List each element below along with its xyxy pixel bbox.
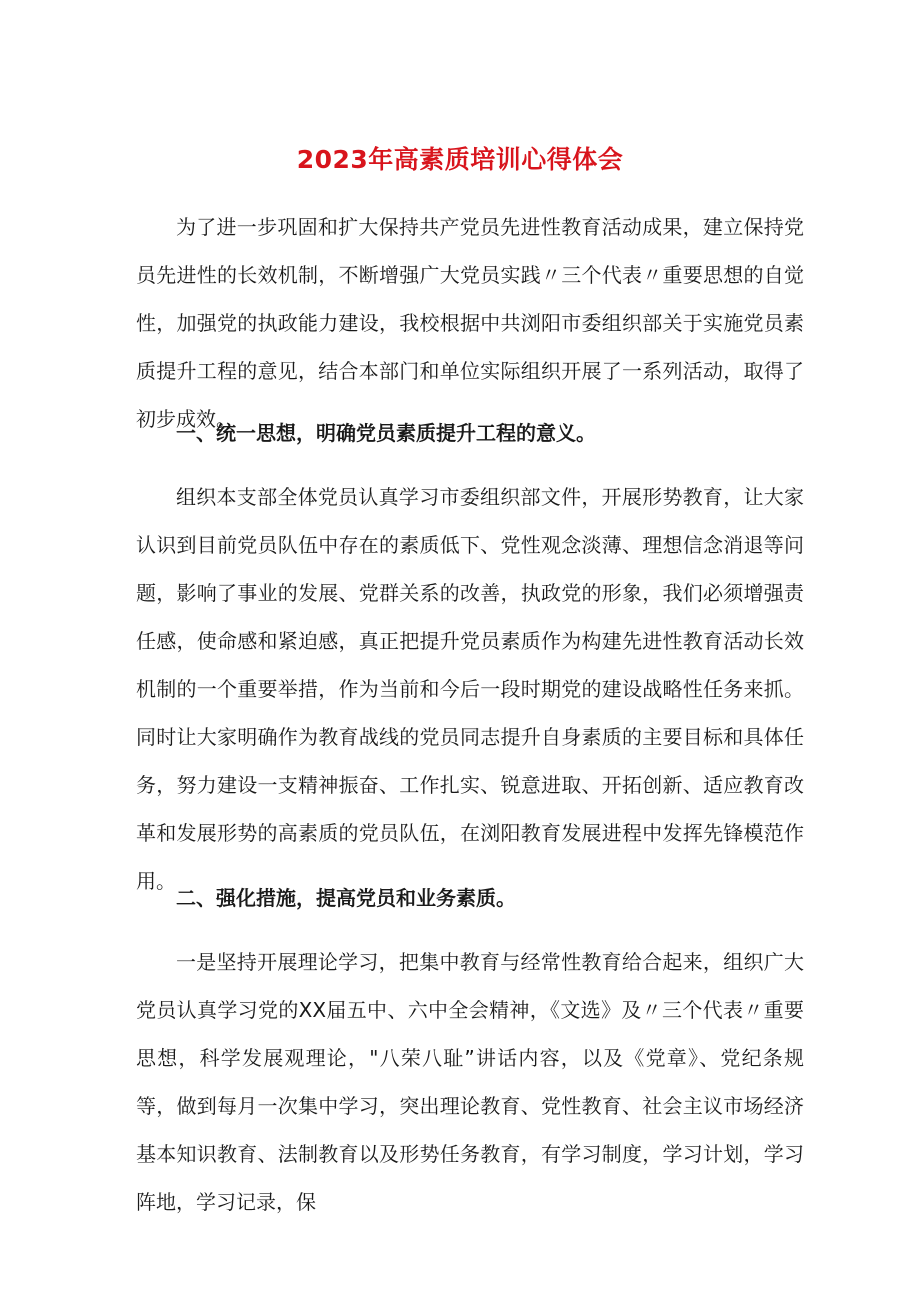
- paragraph-section-1: 组织本支部全体党员认真学习市委组织部文件，开展形势教育，让大家认识到目前党员队伍中存在的素质低下、党性观念淡薄、理想信念消退等问题，影响了事业的发展、党群关系的改善，执政党的形象，我们必须增强责任感，使命感和紧迫感，真正把提升党员素质作为构建先进性教育活动长效机制的一个重要举措，作为当前和今后一段时期党的建设战略性任务来抓。同时让大家明确作为教育战线的党员同志提升自身素质的主要目标和具体任务，努力建设一支精神振奋、工作扎实、锐意进取、开拓创新、适应教育改革和发展形势的高素质的党员队伍，在浏阳教育发展进程中发挥先锋模范作用。: [136, 485, 804, 893]
- document-title: 2023年高素质培训心得体会: [296, 145, 624, 174]
- section-heading-1: 一、统一思想，明确党员素质提升工程的意义。: [176, 421, 596, 445]
- section-heading-2: 二、强化措施，提高党员和业务素质。: [176, 886, 516, 910]
- paragraph-section-2: 一是坚持开展理论学习，把集中教育与经常性教育给合起来，组织广大党员认真学习党的XX届五中、六中全会精神，《文选》及〃三个代表〃重要思想，科学发展观理论，"八荣八耻”讲话内容，以及《党章》、党纪条规等，做到每月一次集中学习，突出理论教育、党性教育、社会主议市场经济基本知识教育、法制教育以及形势任务教育，有学习制度，学习计划，学习阵地，学习记录，保: [136, 950, 804, 1214]
- paragraph-intro: 为了进一步巩固和扩大保持共产党员先进性教育活动成果，建立保持党员先进性的长效机制，不断增强广大党员实践〃三个代表〃重要思想的自觉性，加强党的执政能力建设，我校根据中共浏阳市委组织部关于实施党员素质提升工程的意见，结合本部门和单位实际组织开展了一系列活动，取得了初步成效。: [136, 215, 804, 431]
